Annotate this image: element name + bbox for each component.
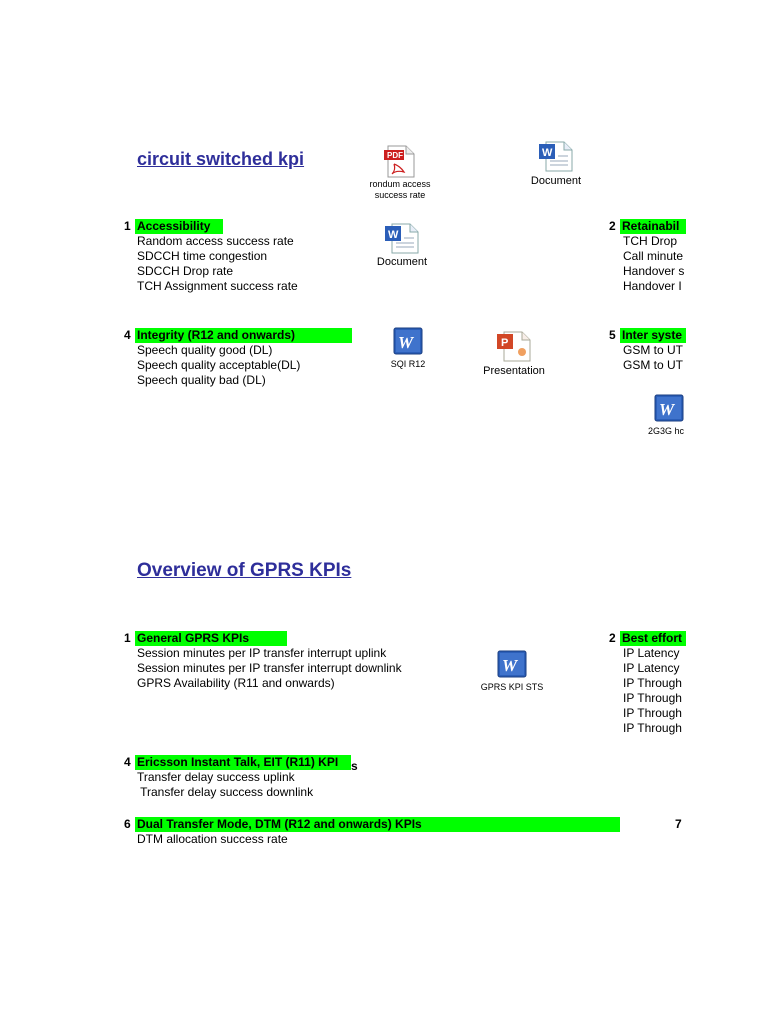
2g3g-caption: 2G3G hc (648, 426, 685, 436)
powerpoint-icon (496, 330, 532, 362)
list-item: Speech quality bad (DL) (137, 373, 266, 387)
list-item: Transfer delay success downlink (137, 785, 314, 799)
gprs-group-number-4: 4 (124, 755, 131, 769)
list-item: IP Through (623, 721, 682, 735)
svg-text:W: W (388, 229, 399, 241)
list-item: SDCCH time congestion (137, 249, 268, 263)
group-heading-retainability: Retainabil (620, 219, 686, 234)
gprs-group-number-6: 6 (124, 817, 131, 831)
list-item: DTM allocation success rate (137, 832, 288, 846)
document-caption-2: Document (376, 256, 428, 268)
list-item: Random access success rate (137, 234, 294, 248)
svg-text:W: W (542, 147, 553, 159)
group-heading-general-gprs: General GPRS KPIs (135, 631, 287, 646)
list-item: GPRS Availability (R11 and onwards) (137, 676, 335, 690)
svg-text:P: P (501, 337, 509, 349)
list-item: Handover I (623, 279, 682, 293)
list-item: Call minute (623, 249, 684, 263)
group-heading-eit-tail: s (351, 759, 358, 773)
list-item: IP Through (623, 706, 682, 720)
list-item: Handover s (623, 264, 685, 278)
gprs-group-number-7: 7 (675, 817, 682, 831)
document-caption-1: Document (530, 175, 582, 187)
list-item: Speech quality acceptable(DL) (137, 358, 301, 372)
svg-text:W: W (659, 400, 675, 419)
word-icon (496, 650, 528, 678)
word-document-icon (384, 222, 420, 254)
accessibility-list (137, 234, 298, 294)
group-heading-accessibility: Accessibility (135, 219, 223, 234)
integrity-list (137, 343, 300, 388)
list-item: IP Through (623, 691, 682, 705)
svg-text:W: W (502, 656, 518, 675)
2g3g-attachment[interactable] (646, 394, 686, 440)
list-item: GSM to UT (623, 358, 684, 372)
dtm-list (137, 832, 288, 847)
section-title-circuit-switched: circuit switched kpi (137, 149, 305, 169)
list-item: TCH Drop (623, 234, 678, 248)
retainability-group (620, 219, 686, 299)
group-heading-integrity: Integrity (R12 and onwards) (135, 328, 352, 343)
list-item: Session minutes per IP transfer interrupt uplink (137, 646, 387, 660)
sqi-caption: SQI R12 (390, 359, 426, 369)
list-item: Session minutes per IP transfer interrupt downlink (137, 661, 402, 675)
list-item: IP Through (623, 676, 682, 690)
group-number-5: 5 (609, 328, 616, 342)
group-number-1: 1 (124, 219, 131, 233)
list-item: IP Latency (623, 646, 680, 660)
pdf-caption: rondum access success rate (369, 179, 431, 200)
group-number-2: 2 (609, 219, 616, 233)
group-heading-inter-system: Inter syste (620, 328, 686, 343)
list-item: IP Latency (623, 661, 680, 675)
list-item: Speech quality good (DL) (137, 343, 273, 357)
gprs-group-number-2: 2 (609, 631, 616, 645)
word-icon (654, 394, 684, 422)
word-document-icon (538, 140, 574, 172)
best-effort-group (620, 631, 686, 741)
svg-text:W: W (398, 333, 414, 352)
gprs-group-number-1: 1 (124, 631, 131, 645)
gprs-kpi-sts-caption: GPRS KPI STS (480, 682, 544, 692)
list-item: SDCCH Drop rate (137, 264, 234, 278)
group-heading-dtm: Dual Transfer Mode, DTM (R12 and onwards) KPIs (135, 817, 620, 832)
group-number-4: 4 (124, 328, 131, 342)
pdf-icon (382, 144, 418, 178)
list-item: TCH Assignment success rate (137, 279, 298, 293)
general-gprs-list (137, 646, 402, 691)
svg-text:PDF: PDF (387, 151, 403, 160)
group-heading-best-effort: Best effort (620, 631, 686, 646)
list-item: GSM to UT (623, 343, 684, 357)
group-heading-eit-highlight: Ericsson Instant Talk, EIT (R11) KPI (135, 755, 351, 770)
section-title-gprs: Overview of GPRS KPIs (137, 560, 352, 581)
group-heading-eit (135, 755, 358, 773)
inter-system-group (620, 328, 686, 376)
list-item: Transfer delay success uplink (137, 770, 295, 784)
presentation-caption: Presentation (483, 365, 545, 377)
word-icon (393, 327, 423, 355)
eit-list (137, 770, 313, 800)
